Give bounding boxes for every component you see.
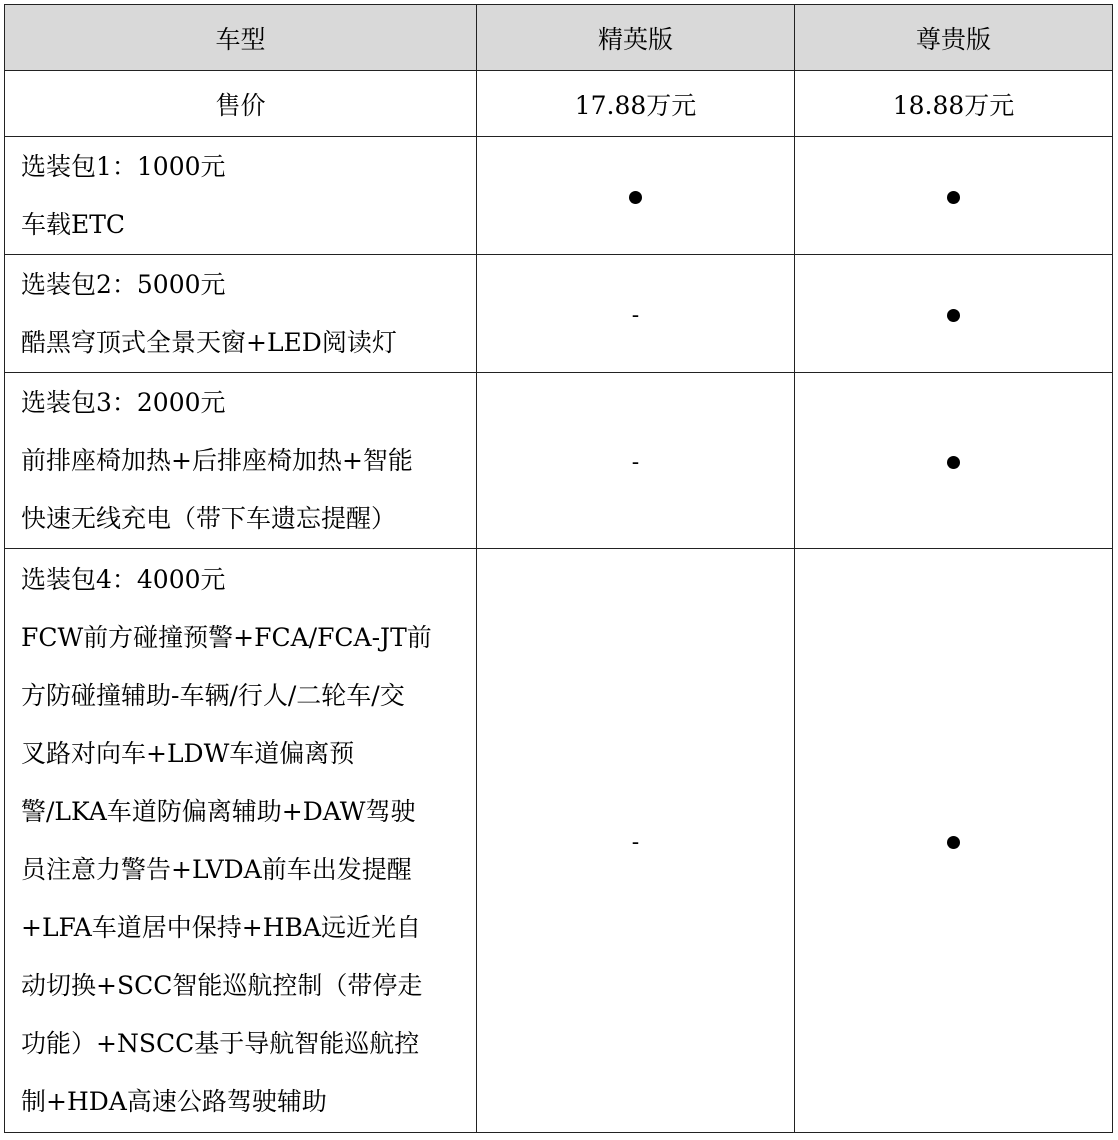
included-dot-icon: [947, 836, 960, 849]
price-elite: 17.88万元: [477, 71, 795, 137]
package-3-cell: [5, 373, 477, 549]
header-model: 车型: [5, 5, 477, 71]
package-1-premium: [795, 137, 1113, 255]
package-2-cell: [5, 255, 477, 373]
package-4-cell: [5, 549, 477, 1133]
package-1-title: 选装包1：1000元: [21, 151, 226, 181]
package-4-elite: [477, 549, 795, 1133]
package-1-line-1: 车载ETC: [21, 209, 126, 239]
package-4-line-5: 员注意力警告+LVDA前车出发提醒: [21, 854, 412, 884]
package-4-line-3: 叉路对向车+LDW车道偏离预: [21, 738, 355, 768]
price-label: 售价: [5, 71, 477, 137]
package-3-line-2: 快速无线充电（带下车遗忘提醒）: [21, 503, 397, 533]
package-row-3: [5, 373, 1113, 549]
package-3-line-1: 前排座椅加热+后排座椅加热+智能: [21, 445, 413, 475]
included-dot-icon: [947, 191, 960, 204]
not-available-dash: -: [631, 450, 640, 475]
package-row-4: [5, 549, 1113, 1133]
header-premium: 尊贵版: [795, 5, 1113, 71]
included-dot-icon: [947, 309, 960, 322]
package-3-title: 选装包3：2000元: [21, 387, 226, 417]
included-dot-icon: [947, 456, 960, 469]
package-2-line-1: 酷黑穹顶式全景天窗+LED阅读灯: [21, 327, 397, 357]
package-row-1: [5, 137, 1113, 255]
package-1-elite: [477, 137, 795, 255]
not-available-dash: -: [631, 830, 640, 855]
package-4-line-8: 功能）+NSCC基于导航智能巡航控: [21, 1028, 420, 1058]
spec-table: [4, 4, 1113, 1133]
package-4-line-1: FCW前方碰撞预警+FCA/FCA-JT前: [21, 622, 432, 652]
package-3-elite: [477, 373, 795, 549]
included-dot-icon: [629, 191, 642, 204]
not-available-dash: -: [631, 303, 640, 328]
package-4-line-7: 动切换+SCC智能巡航控制（带停走: [21, 970, 423, 1000]
price-row: [5, 71, 1113, 137]
package-4-line-6: +LFA车道居中保持+HBA远近光自: [21, 912, 421, 942]
package-4-line-4: 警/LKA车道防偏离辅助+DAW驾驶: [21, 796, 416, 826]
package-1-cell: [5, 137, 477, 255]
package-4-line-9: 制+HDA高速公路驾驶辅助: [21, 1086, 327, 1116]
package-2-title: 选装包2：5000元: [21, 269, 226, 299]
price-premium: 18.88万元: [795, 71, 1113, 137]
package-4-premium: [795, 549, 1113, 1133]
package-4-line-2: 方防碰撞辅助-车辆/行人/二轮车/交: [21, 680, 405, 710]
header-row: [5, 5, 1113, 71]
package-3-premium: [795, 373, 1113, 549]
package-2-premium: [795, 255, 1113, 373]
header-elite: 精英版: [477, 5, 795, 71]
package-2-elite: [477, 255, 795, 373]
package-4-title: 选装包4：4000元: [21, 564, 226, 594]
package-row-2: [5, 255, 1113, 373]
